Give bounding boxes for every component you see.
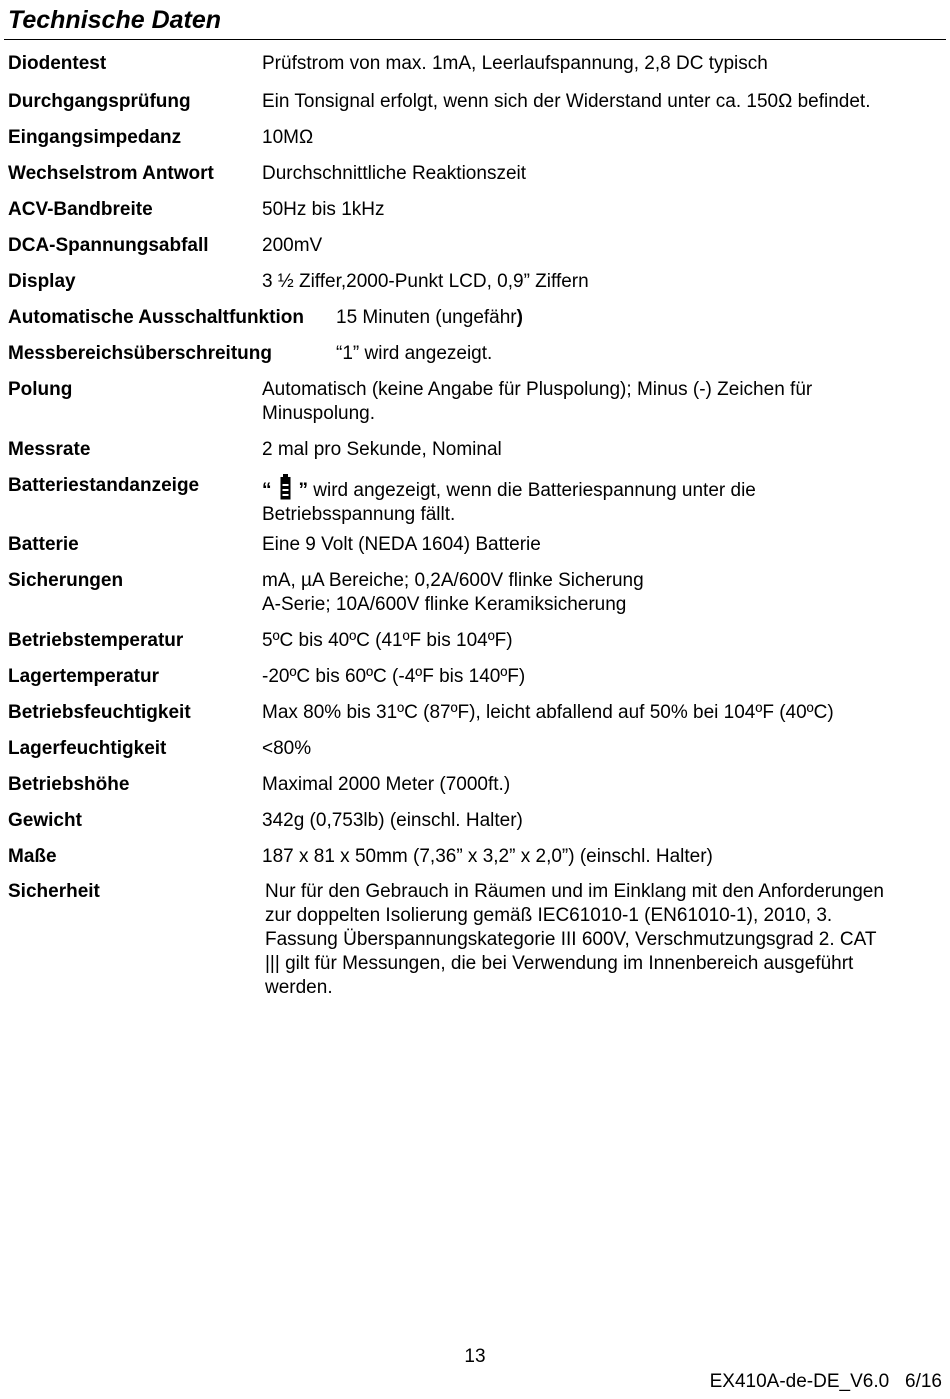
spec-value: “1” wird angezeigt. — [336, 343, 493, 364]
spec-value: 5ºC bis 40ºC (41ºF bis 104ºF) — [262, 630, 513, 651]
spec-label: ACV-Bandbreite — [8, 199, 153, 220]
spec-label: Durchgangsprüfung — [8, 91, 191, 112]
spec-value: Prüfstrom von max. 1mA, Leerlaufspannung, 2,8 DC typisch — [262, 53, 768, 74]
spec-value-wrapper — [262, 474, 942, 527]
page-number: 13 — [464, 1346, 486, 1367]
spec-label: Polung — [8, 379, 73, 400]
spec-label: Maße — [8, 846, 57, 867]
spec-label: Betriebsfeuchtigkeit — [8, 702, 191, 723]
spec-label: Lagertemperatur — [8, 666, 159, 687]
spec-value: Maximal 2000 Meter (7000ft.) — [262, 774, 511, 795]
spec-value: 15 Minuten (ungefähr — [336, 307, 517, 328]
spec-value: Nur für den Gebrauch in Räumen und im Einklang mit den Anforderungen zur doppelten Isolierung gemäß IEC61010-1 (EN61010-1), 2010, 3. Fassung Überspannungskategorie III 600V, Verschmutzungsgrad 2. CAT ||| gilt für Messungen, die bei Verwendung im Innenbereich ausgeführt werden. — [265, 881, 884, 998]
quote-close: ” — [298, 480, 308, 501]
closing-paren: ) — [516, 307, 523, 328]
spec-label: Sicherungen — [8, 570, 124, 591]
spec-value: 342g (0,753lb) (einschl. Halter) — [262, 810, 523, 831]
spec-value: -20ºC bis 60ºC (-4ºF bis 140ºF) — [262, 666, 526, 687]
spec-value: 3 ½ Ziffer,2000-Punkt LCD, 0,9” Ziffern — [262, 271, 589, 292]
spec-label: Messrate — [8, 439, 91, 460]
title-divider — [4, 39, 946, 40]
spec-label: Automatische Ausschaltfunktion — [8, 307, 304, 328]
spec-value: 10MΩ — [262, 127, 314, 148]
spec-label: Eingangsimpedanz — [8, 127, 182, 148]
spec-label: Messbereichsüberschreitung — [8, 343, 272, 364]
spec-value: 2 mal pro Sekunde, Nominal — [262, 439, 502, 460]
quote-open: “ — [262, 480, 272, 501]
spec-label: Display — [8, 271, 76, 292]
spec-label: Sicherheit — [8, 881, 100, 902]
spec-label: Wechselstrom Antwort — [8, 163, 214, 184]
spec-value: wird angezeigt, wenn die Batteriespannung unter die Betriebsspannung fällt. — [262, 480, 756, 525]
spec-value: mA, µA Bereiche; 0,2A/600V flinke Sicherung A-Serie; 10A/600V flinke Keramiksicherung — [262, 570, 644, 615]
spec-label: Diodentest — [8, 53, 107, 74]
spec-value: Eine 9 Volt (NEDA 1604) Batterie — [262, 534, 541, 555]
battery-icon — [280, 474, 291, 500]
spec-label: Betriebshöhe — [8, 774, 130, 795]
spec-value: <80% — [262, 738, 312, 759]
spec-label: Batterie — [8, 534, 79, 555]
document-id: EX410A-de-DE_V6.0 6/16 — [709, 1371, 942, 1392]
spec-value: Durchschnittliche Reaktionszeit — [262, 163, 527, 184]
spec-value: 200mV — [262, 235, 323, 256]
spec-label: DCA-Spannungsabfall — [8, 235, 209, 256]
spec-value: 187 x 81 x 50mm (7,36” x 3,2” x 2,0”) (einschl. Halter) — [262, 846, 713, 867]
spec-value-wrapper — [336, 306, 936, 330]
spec-value: 50Hz bis 1kHz — [262, 199, 385, 220]
spec-value: Max 80% bis 31ºC (87ºF), leicht abfallend auf 50% bei 104ºF (40ºC) — [262, 702, 834, 723]
spec-label: Gewicht — [8, 810, 82, 831]
spec-value: Automatisch (keine Angabe für Pluspolung); Minus (-) Zeichen für Minuspolung. — [262, 379, 813, 424]
spec-label: Batteriestandanzeige — [8, 475, 200, 496]
section-title: Technische Daten — [8, 6, 222, 34]
spec-label: Lagerfeuchtigkeit — [8, 738, 167, 759]
spec-value: Ein Tonsignal erfolgt, wenn sich der Widerstand unter ca. 150Ω befindet. — [262, 91, 871, 112]
spec-label: Betriebstemperatur — [8, 630, 184, 651]
